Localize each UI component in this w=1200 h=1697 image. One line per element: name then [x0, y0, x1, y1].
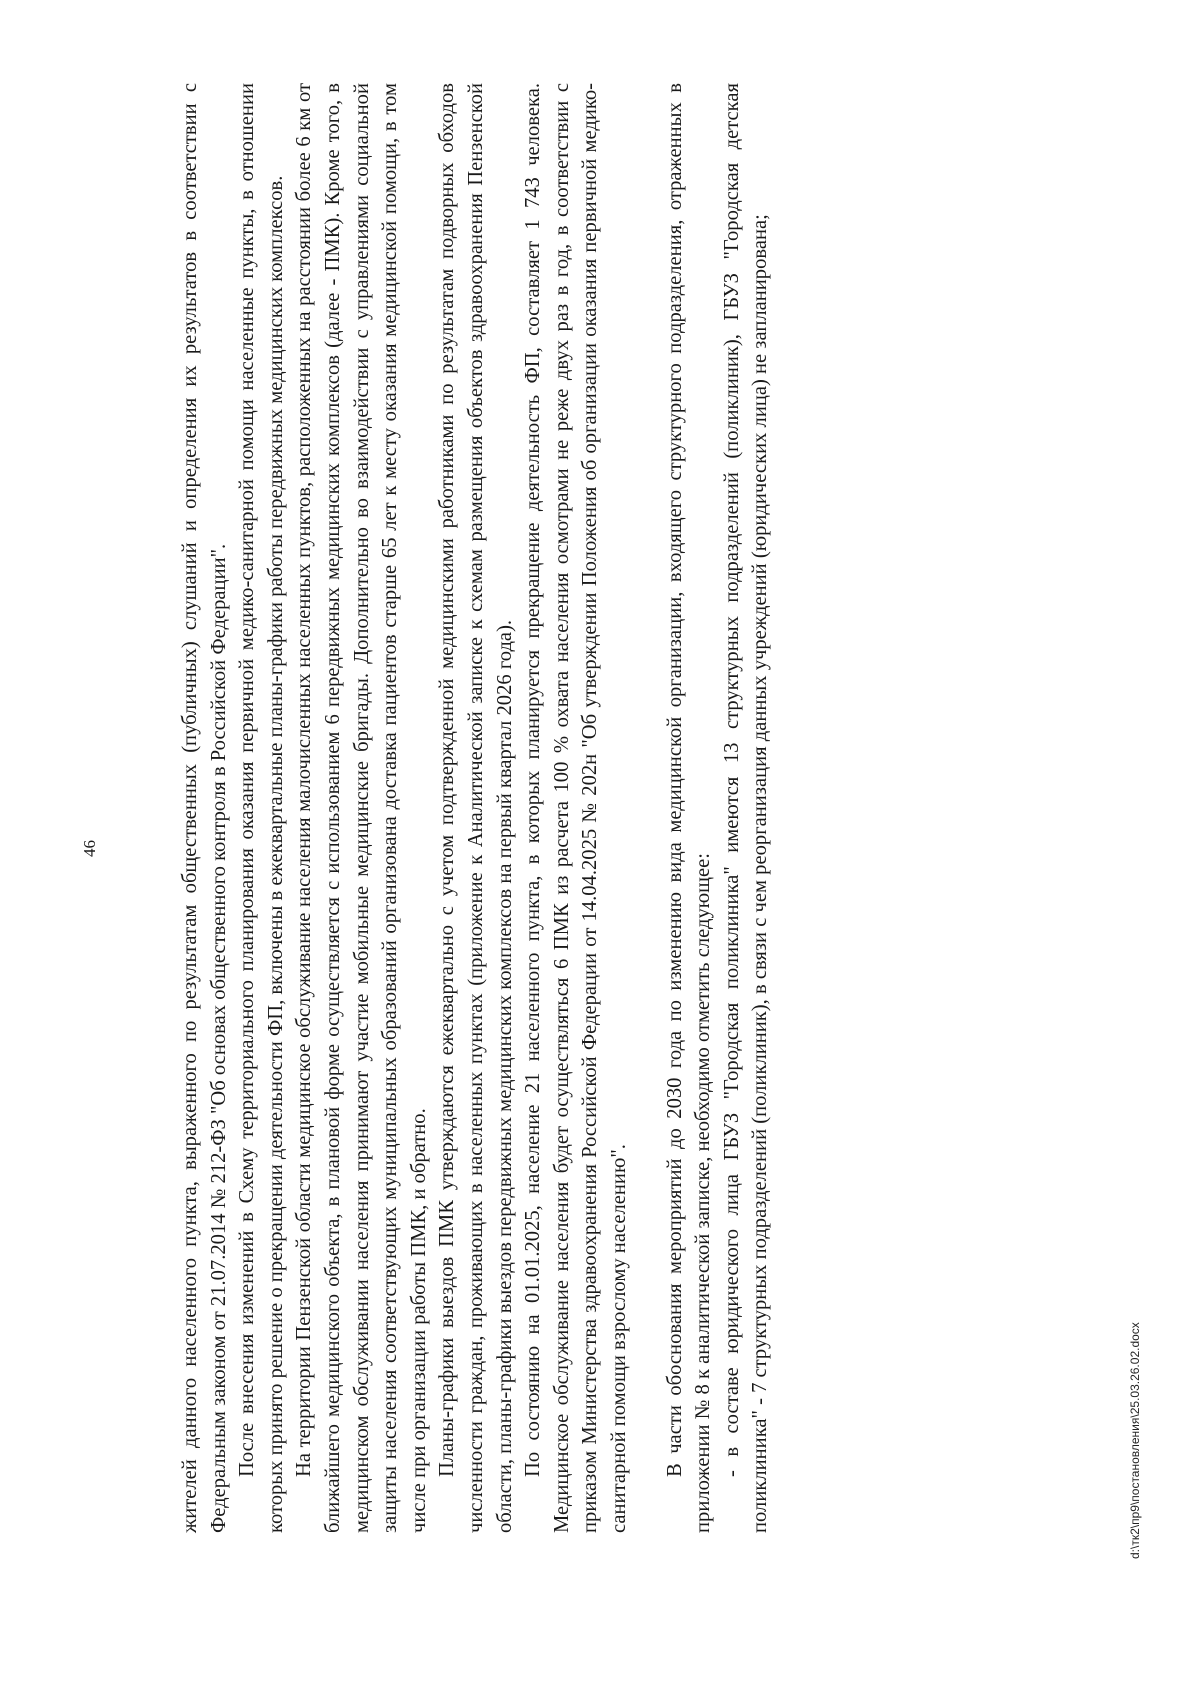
paragraph-list-item: - в составе юридического лица ГБУЗ "Городская поликлиника" имеются 13 структурных подразделений (поликлиник), ГБУЗ "Городская детская поликлиника" - 7 структурных подразделений (поликлиник), в связи с чем реорганизация данных учреждений (юридических лица) не запланирована; — [720, 83, 772, 1533]
paragraph-mobile-complexes: На территории Пензенской области медицинское обслуживание населения малочисленных населенных пунктов, расположенных на расстоянии более 6 км от ближайшего медицинского объекта, в плановой форме осуществляется с использованием 6 передвижных медицинских комплексов (далее - ПМК). Кроме того, в медицинском обслуживании населения принимают участие мобильные медицинские бригады. Дополнительно во взаимодействии с управлениями социальной защиты населения соответствующих муниципальных образований организована доставка пациентов старше 65 лет к месту оказания медицинской помощи, в том числе при организации работы ПМК, и обратно. — [293, 83, 430, 1533]
footer-file-path: d:\тк2\пр9\постановления\25.03.26.02.docx — [1128, 1322, 1142, 1559]
paragraph-justification: В части обоснования мероприятий до 2030 года по изменению вида медицинской организации, входящего структурного подразделения, отраженных в приложении № 8 к аналитической записке, необходимо отметить следующее: — [663, 83, 715, 1533]
paragraph-continuation: жителей данного населенного пункта, выраженного по результатам общественных (публичных) слушаний и определения их результатов в соответствии с Федеральным законом от 21.07.2014 № 212-ФЗ "Об основах общественного контроля в Российской Федерации". — [179, 83, 230, 1533]
paragraph-schedules: Планы-графики выездов ПМК утверждаются ежеквартально с учетом подтвержденной медицинскими работниками по результатам подворных обходов численности граждан, проживающих в населенных пунктах (приложение к Аналитической записке к схемам размещения объектов здравоохранения Пензенской области, планы-графики выездов передвижных медицинских комплексов на первый квартал 2026 года). — [436, 83, 516, 1533]
paragraph-scheme-changes: После внесения изменений в Схему территориального планирования оказания первичной медико-санитарной помощи населенные пункты, в отношении которых принято решение о прекращении деятельности ФП, включены в ежеквартальные планы-графики работы передвижных медицинских комплексов. — [236, 83, 287, 1533]
document-body — [176, 83, 775, 1533]
page-number: 46 — [80, 840, 99, 857]
paragraph-population: По состоянию на 01.01.2025, население 21 населенного пункта, в которых планируется прекращение деятельность ФП, составляет 1 743 человека. Медицинское обслуживание населения будет осуществляться 6 ПМК из расчета 100 % охвата населения осмотрами не реже двух раз в год, в соответствии с приказом Министерства здравоохранения Российской Федерации от 14.04.2025 № 202н "Об утверждении Положения об организации оказания первичной медико-санитарной помощи взрослому населению". — [522, 83, 630, 1533]
